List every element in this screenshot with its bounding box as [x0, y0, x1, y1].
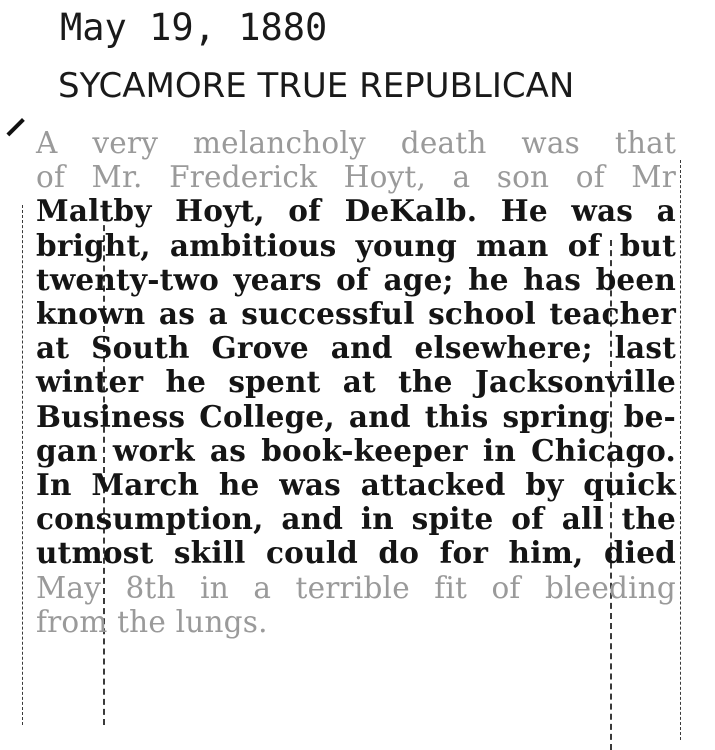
article-line: bright, ambitious young man of but [36, 227, 676, 263]
article-line: from the lungs. [36, 604, 268, 639]
article-line: utmost skill could do for him, died [36, 535, 676, 571]
article-line: A very melancholy death was that [36, 126, 676, 160]
fold-crease-right [680, 160, 681, 740]
article-line: at South Grove and elsewhere; last [36, 330, 676, 366]
clipping-date: May 19, 1880 [60, 6, 328, 49]
article-line: May 8th in a terrible fit of bleeding [36, 570, 676, 605]
pencil-check-mark [6, 118, 24, 136]
article-line: of Mr. Frederick Hoyt, a son of Mr [36, 160, 676, 195]
fold-crease-left [22, 205, 23, 725]
article-line: consumption, and in spite of all the [36, 501, 676, 537]
obituary-article [36, 126, 676, 639]
article-line: Maltby Hoyt, of DeKalb. He was a [36, 193, 676, 229]
article-line: In March he was attacked by quick [36, 467, 676, 503]
article-line: Business College, and this spring be- [36, 398, 676, 434]
article-line: twenty-two years of age; he has been [36, 261, 676, 297]
article-line: known as a successful school teacher [36, 296, 676, 332]
article-line: gan work as book-keeper in Chicago. [36, 432, 676, 468]
newspaper-name: SYCAMORE TRUE REPUBLICAN [58, 66, 575, 106]
article-line: winter he spent at the Jacksonville [36, 364, 676, 400]
